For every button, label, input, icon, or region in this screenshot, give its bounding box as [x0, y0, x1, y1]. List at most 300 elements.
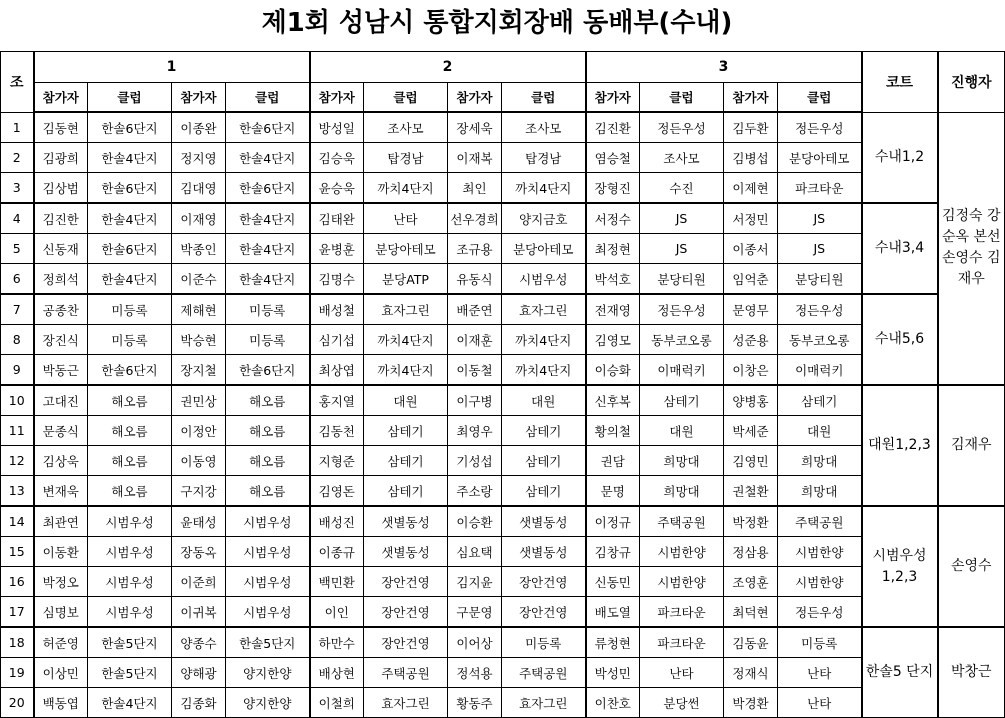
table-row	[1, 264, 1005, 295]
participant-cell: 이승화	[586, 355, 640, 386]
club-cell: 삼테기	[502, 446, 586, 476]
club-cell: 난타	[778, 688, 862, 718]
table-row	[1, 203, 1005, 234]
row-number: 17	[1, 597, 34, 628]
participant-cell: 김태완	[310, 203, 364, 234]
participant-cell: 주소랑	[448, 476, 502, 507]
club-cell: 삼테기	[364, 476, 448, 507]
table-row	[1, 355, 1005, 386]
club-cell: 까치4단지	[364, 173, 448, 204]
participant-cell: 변재욱	[34, 476, 88, 507]
club-cell: 한솔4단지	[226, 203, 310, 234]
participant-cell: 이어상	[448, 627, 502, 658]
table-row	[1, 325, 1005, 355]
participant-cell: 이재영	[172, 203, 226, 234]
participant-cell: 조영훈	[724, 567, 778, 597]
club-cell: 주택공원	[778, 506, 862, 537]
club-cell: 미등록	[778, 627, 862, 658]
club-cell: 분당ATP	[364, 264, 448, 295]
participant-cell: 이동환	[34, 537, 88, 567]
club-cell: 대원	[640, 416, 724, 446]
club-cell: 까치4단지	[502, 355, 586, 386]
club-cell: 조사모	[502, 112, 586, 143]
participant-cell: 이철희	[310, 688, 364, 718]
participant-cell: 이구병	[448, 385, 502, 416]
table-row	[1, 143, 1005, 173]
participant-cell: 최정현	[586, 234, 640, 264]
participant-cell: 정석용	[448, 658, 502, 688]
club-cell: 샛별동성	[364, 537, 448, 567]
participant-cell: 박성민	[586, 658, 640, 688]
club-cell: 시범한양	[640, 537, 724, 567]
club-cell: 삼테기	[502, 476, 586, 507]
participant-cell: 이동철	[448, 355, 502, 386]
row-number: 16	[1, 567, 34, 597]
participant-cell: 김영모	[586, 325, 640, 355]
participant-cell: 배상현	[310, 658, 364, 688]
court-cell: 한솔5 단지	[862, 627, 938, 718]
club-cell: 시범우성	[88, 537, 172, 567]
club-cell: 효자그린	[364, 294, 448, 325]
club-cell: 한솔6단지	[226, 355, 310, 386]
participant-cell: 제해현	[172, 294, 226, 325]
club-cell: 분당아테모	[778, 143, 862, 173]
club-cell: 까치4단지	[364, 325, 448, 355]
row-number: 5	[1, 234, 34, 264]
row-number: 8	[1, 325, 34, 355]
club-cell: 효자그린	[502, 294, 586, 325]
club-cell: 시범우성	[502, 264, 586, 295]
club-cell: 한솔6단지	[88, 173, 172, 204]
club-cell: 해오름	[226, 385, 310, 416]
club-cell: 한솔4단지	[226, 234, 310, 264]
page-title: 제1회 성남시 통합지회장배 동배부(수내)	[261, 8, 733, 38]
club-cell: 한솔6단지	[88, 112, 172, 143]
participant-cell: 이동영	[172, 446, 226, 476]
header-jo: 조	[1, 52, 34, 113]
club-cell: 시범한양	[640, 567, 724, 597]
club-cell: 정든우성	[640, 294, 724, 325]
header-participant: 참가자	[172, 83, 226, 113]
participant-cell: 김두환	[724, 112, 778, 143]
header-club: 클럽	[364, 83, 448, 113]
participant-cell: 이귀복	[172, 597, 226, 628]
participant-cell: 박승현	[172, 325, 226, 355]
club-cell: 한솔6단지	[88, 355, 172, 386]
club-cell: JS	[640, 203, 724, 234]
participant-cell: 김창규	[586, 537, 640, 567]
club-cell: 수진	[640, 173, 724, 204]
participant-cell: 최영우	[448, 416, 502, 446]
court-cell: 수내5,6	[862, 294, 938, 385]
participant-cell: 정희석	[34, 264, 88, 295]
court-cell: 대원1,2,3	[862, 385, 938, 506]
club-cell: 시범우성	[226, 537, 310, 567]
table-row	[1, 506, 1005, 537]
participant-cell: 구지강	[172, 476, 226, 507]
club-cell: 양지금호	[502, 203, 586, 234]
club-cell: 해오름	[88, 476, 172, 507]
participant-cell: 박경환	[724, 688, 778, 718]
participant-cell: 김영돈	[310, 476, 364, 507]
participant-cell: 배성철	[310, 294, 364, 325]
participant-cell: 전재영	[586, 294, 640, 325]
participant-cell: 임억춘	[724, 264, 778, 295]
referee-cell: 손영수	[938, 506, 1005, 627]
participant-cell: 방성일	[310, 112, 364, 143]
club-cell: 난타	[778, 658, 862, 688]
participant-cell: 김명수	[310, 264, 364, 295]
participant-cell: 양종수	[172, 627, 226, 658]
participant-cell: 성준용	[724, 325, 778, 355]
participant-cell: 박석호	[586, 264, 640, 295]
participant-cell: 지형준	[310, 446, 364, 476]
participant-cell: 이준수	[172, 264, 226, 295]
club-cell: 분당티원	[778, 264, 862, 295]
club-cell: 조사모	[640, 143, 724, 173]
club-cell: 한솔5단지	[88, 627, 172, 658]
row-number: 14	[1, 506, 34, 537]
row-number: 13	[1, 476, 34, 507]
club-cell: 시범우성	[88, 567, 172, 597]
club-cell: 시범한양	[778, 537, 862, 567]
table-row	[1, 446, 1005, 476]
participant-cell: 백동엽	[34, 688, 88, 718]
row-number: 6	[1, 264, 34, 295]
participant-cell: 심요택	[448, 537, 502, 567]
table-row	[1, 627, 1005, 658]
club-cell: 미등록	[88, 325, 172, 355]
participant-cell: 김광희	[34, 143, 88, 173]
club-cell: 한솔5단지	[88, 658, 172, 688]
club-cell: 주택공원	[364, 658, 448, 688]
participant-cell: 이종완	[172, 112, 226, 143]
participant-cell: 신동재	[34, 234, 88, 264]
club-cell: 탑경남	[364, 143, 448, 173]
participant-cell: 최상엽	[310, 355, 364, 386]
participant-cell: 장세욱	[448, 112, 502, 143]
participant-cell: 서정수	[586, 203, 640, 234]
participant-cell: 심명보	[34, 597, 88, 628]
club-cell: 시범우성	[88, 597, 172, 628]
participant-cell: 배준연	[448, 294, 502, 325]
table-row	[1, 688, 1005, 718]
club-cell: 삼테기	[640, 385, 724, 416]
participant-cell: 권담	[586, 446, 640, 476]
participant-cell: 염승철	[586, 143, 640, 173]
participant-cell: 박정오	[34, 567, 88, 597]
row-number: 2	[1, 143, 34, 173]
participant-cell: 하만수	[310, 627, 364, 658]
participant-cell: 문종식	[34, 416, 88, 446]
club-cell: 파크타운	[778, 173, 862, 204]
club-cell: 장안건영	[502, 567, 586, 597]
row-number: 7	[1, 294, 34, 325]
club-cell: 시범우성	[226, 506, 310, 537]
participant-cell: 박세준	[724, 416, 778, 446]
participant-cell: 양해광	[172, 658, 226, 688]
club-cell: 이매럭키	[640, 355, 724, 386]
participant-cell: 이준희	[172, 567, 226, 597]
participant-cell: 공종찬	[34, 294, 88, 325]
participant-cell: 기성섭	[448, 446, 502, 476]
table-row	[1, 294, 1005, 325]
participant-cell: 김동윤	[724, 627, 778, 658]
club-cell: 삼테기	[778, 385, 862, 416]
table-row	[1, 567, 1005, 597]
participant-cell: 윤태성	[172, 506, 226, 537]
table-row	[1, 476, 1005, 507]
club-cell: 한솔6단지	[88, 234, 172, 264]
participant-cell: 박정환	[724, 506, 778, 537]
club-cell: 정든우성	[778, 112, 862, 143]
participant-cell: 김승욱	[310, 143, 364, 173]
participant-cell: 이재복	[448, 143, 502, 173]
club-cell: 이매럭키	[778, 355, 862, 386]
club-cell: 한솔4단지	[88, 688, 172, 718]
header-referee: 진행자	[938, 52, 1005, 113]
club-cell: 까치4단지	[502, 173, 586, 204]
table-row	[1, 597, 1005, 628]
row-number: 4	[1, 203, 34, 234]
club-cell: 희망대	[778, 446, 862, 476]
table-row	[1, 385, 1005, 416]
club-cell: 주택공원	[640, 506, 724, 537]
participant-cell: 정재식	[724, 658, 778, 688]
club-cell: 시범우성	[88, 506, 172, 537]
club-cell: 삼테기	[502, 416, 586, 446]
club-cell: 정든우성	[778, 597, 862, 628]
club-cell: 희망대	[640, 446, 724, 476]
club-cell: 까치4단지	[502, 325, 586, 355]
court-cell: 수내3,4	[862, 203, 938, 294]
participant-cell: 유동식	[448, 264, 502, 295]
participant-cell: 선우경희	[448, 203, 502, 234]
club-cell: 장안건영	[364, 597, 448, 628]
participant-cell: 이정안	[172, 416, 226, 446]
club-cell: 미등록	[88, 294, 172, 325]
participant-cell: 배성진	[310, 506, 364, 537]
row-number: 12	[1, 446, 34, 476]
row-number: 3	[1, 173, 34, 204]
header-participant: 참가자	[448, 83, 502, 113]
participant-cell: 박종인	[172, 234, 226, 264]
referee-cell: 김재우	[938, 385, 1005, 506]
participant-cell: 이승환	[448, 506, 502, 537]
club-cell: 파크타운	[640, 597, 724, 628]
participant-cell: 이정규	[586, 506, 640, 537]
participant-cell: 이인	[310, 597, 364, 628]
table-row	[1, 658, 1005, 688]
participant-cell: 최관연	[34, 506, 88, 537]
header-group-3: 3	[586, 52, 862, 83]
club-cell: 양지한양	[226, 688, 310, 718]
participant-cell: 김병섭	[724, 143, 778, 173]
participant-cell: 이찬호	[586, 688, 640, 718]
court-cell: 시범우성 1,2,3	[862, 506, 938, 627]
club-cell: 효자그린	[364, 688, 448, 718]
club-cell: 해오름	[88, 446, 172, 476]
row-number: 1	[1, 112, 34, 143]
club-cell: 양지한양	[226, 658, 310, 688]
club-cell: 장안건영	[364, 627, 448, 658]
header-club: 클럽	[778, 83, 862, 113]
club-cell: 탑경남	[502, 143, 586, 173]
club-cell: JS	[778, 234, 862, 264]
participant-cell: 배도열	[586, 597, 640, 628]
club-cell: 삼테기	[364, 416, 448, 446]
participant-cell: 심기섭	[310, 325, 364, 355]
participant-cell: 구문영	[448, 597, 502, 628]
club-cell: 분당썬	[640, 688, 724, 718]
club-cell: 해오름	[88, 385, 172, 416]
participant-cell: 윤병훈	[310, 234, 364, 264]
club-cell: 난타	[640, 658, 724, 688]
participant-cell: 고대진	[34, 385, 88, 416]
table-row	[1, 416, 1005, 446]
referee-cell: 김정숙 강순옥 본선 손영수 김재우	[938, 112, 1005, 385]
club-cell: JS	[778, 203, 862, 234]
table-row	[1, 537, 1005, 567]
club-cell: 한솔6단지	[226, 173, 310, 204]
participant-cell: 장지철	[172, 355, 226, 386]
participant-cell: 이상민	[34, 658, 88, 688]
participant-cell: 이종규	[310, 537, 364, 567]
club-cell: 샛별동성	[364, 506, 448, 537]
participant-cell: 권철환	[724, 476, 778, 507]
club-cell: 샛별동성	[502, 506, 586, 537]
row-number: 9	[1, 355, 34, 386]
table-row	[1, 234, 1005, 264]
participant-cell: 김종화	[172, 688, 226, 718]
bracket-table	[0, 51, 1005, 718]
participant-cell: 이종서	[724, 234, 778, 264]
participant-cell: 장진식	[34, 325, 88, 355]
participant-cell: 서정민	[724, 203, 778, 234]
header-participant: 참가자	[586, 83, 640, 113]
participant-cell: 양병홍	[724, 385, 778, 416]
participant-cell: 김대영	[172, 173, 226, 204]
club-cell: 한솔4단지	[226, 143, 310, 173]
club-cell: 미등록	[226, 294, 310, 325]
header-club: 클럽	[502, 83, 586, 113]
club-cell: 해오름	[226, 416, 310, 446]
participant-cell: 신후복	[586, 385, 640, 416]
club-cell: JS	[640, 234, 724, 264]
header-participant: 참가자	[310, 83, 364, 113]
row-number: 15	[1, 537, 34, 567]
club-cell: 한솔6단지	[226, 112, 310, 143]
club-cell: 삼테기	[364, 446, 448, 476]
participant-cell: 황의철	[586, 416, 640, 446]
club-cell: 분당티원	[640, 264, 724, 295]
participant-cell: 문영무	[724, 294, 778, 325]
club-cell: 해오름	[226, 476, 310, 507]
club-cell: 주택공원	[502, 658, 586, 688]
participant-cell: 김진환	[586, 112, 640, 143]
participant-cell: 조규용	[448, 234, 502, 264]
club-cell: 정든우성	[778, 294, 862, 325]
participant-cell: 이창은	[724, 355, 778, 386]
club-cell: 까치4단지	[364, 355, 448, 386]
club-cell: 파크타운	[640, 627, 724, 658]
participant-cell: 정지영	[172, 143, 226, 173]
club-cell: 대원	[778, 416, 862, 446]
participant-cell: 김진한	[34, 203, 88, 234]
header-club: 클럽	[640, 83, 724, 113]
participant-cell: 김상범	[34, 173, 88, 204]
club-cell: 조사모	[364, 112, 448, 143]
participant-cell: 김동천	[310, 416, 364, 446]
participant-cell: 장동옥	[172, 537, 226, 567]
header-court: 코트	[862, 52, 938, 113]
club-cell: 효자그린	[502, 688, 586, 718]
club-cell: 시범우성	[226, 567, 310, 597]
club-cell: 한솔4단지	[226, 264, 310, 295]
participant-cell: 류청현	[586, 627, 640, 658]
club-cell: 정든우성	[640, 112, 724, 143]
header-club: 클럽	[226, 83, 310, 113]
table-row	[1, 112, 1005, 143]
club-cell: 미등록	[226, 325, 310, 355]
table-row	[1, 173, 1005, 204]
club-cell: 시범한양	[778, 567, 862, 597]
club-cell: 시범우성	[226, 597, 310, 628]
participant-cell: 황동주	[448, 688, 502, 718]
club-cell: 분당아테모	[502, 234, 586, 264]
participant-cell: 김상욱	[34, 446, 88, 476]
club-cell: 동부코오롱	[778, 325, 862, 355]
row-number: 11	[1, 416, 34, 446]
row-number: 19	[1, 658, 34, 688]
club-cell: 분당아테모	[364, 234, 448, 264]
header-group-1: 1	[34, 52, 310, 83]
participant-cell: 이재훈	[448, 325, 502, 355]
row-number: 10	[1, 385, 34, 416]
club-cell: 해오름	[226, 446, 310, 476]
participant-cell: 권민상	[172, 385, 226, 416]
club-cell: 장안건영	[364, 567, 448, 597]
referee-cell: 박창근	[938, 627, 1005, 718]
club-cell: 희망대	[778, 476, 862, 507]
participant-cell: 윤승욱	[310, 173, 364, 204]
row-number: 20	[1, 688, 34, 718]
header-group-2: 2	[310, 52, 586, 83]
header-participant: 참가자	[34, 83, 88, 113]
participant-cell: 김동현	[34, 112, 88, 143]
club-cell: 희망대	[640, 476, 724, 507]
participant-cell: 김영민	[724, 446, 778, 476]
club-cell: 난타	[364, 203, 448, 234]
club-cell: 한솔4단지	[88, 143, 172, 173]
participant-cell: 장형진	[586, 173, 640, 204]
club-cell: 동부코오롱	[640, 325, 724, 355]
club-cell: 장안건영	[502, 597, 586, 628]
participant-cell: 허준영	[34, 627, 88, 658]
participant-cell: 문명	[586, 476, 640, 507]
participant-cell: 박동근	[34, 355, 88, 386]
participant-cell: 정삼용	[724, 537, 778, 567]
club-cell: 한솔4단지	[88, 264, 172, 295]
participant-cell: 백민환	[310, 567, 364, 597]
participant-cell: 최덕현	[724, 597, 778, 628]
row-number: 18	[1, 627, 34, 658]
participant-cell: 이제현	[724, 173, 778, 204]
header-participant: 참가자	[724, 83, 778, 113]
club-cell: 미등록	[502, 627, 586, 658]
participant-cell: 최인	[448, 173, 502, 204]
club-cell: 한솔4단지	[88, 203, 172, 234]
